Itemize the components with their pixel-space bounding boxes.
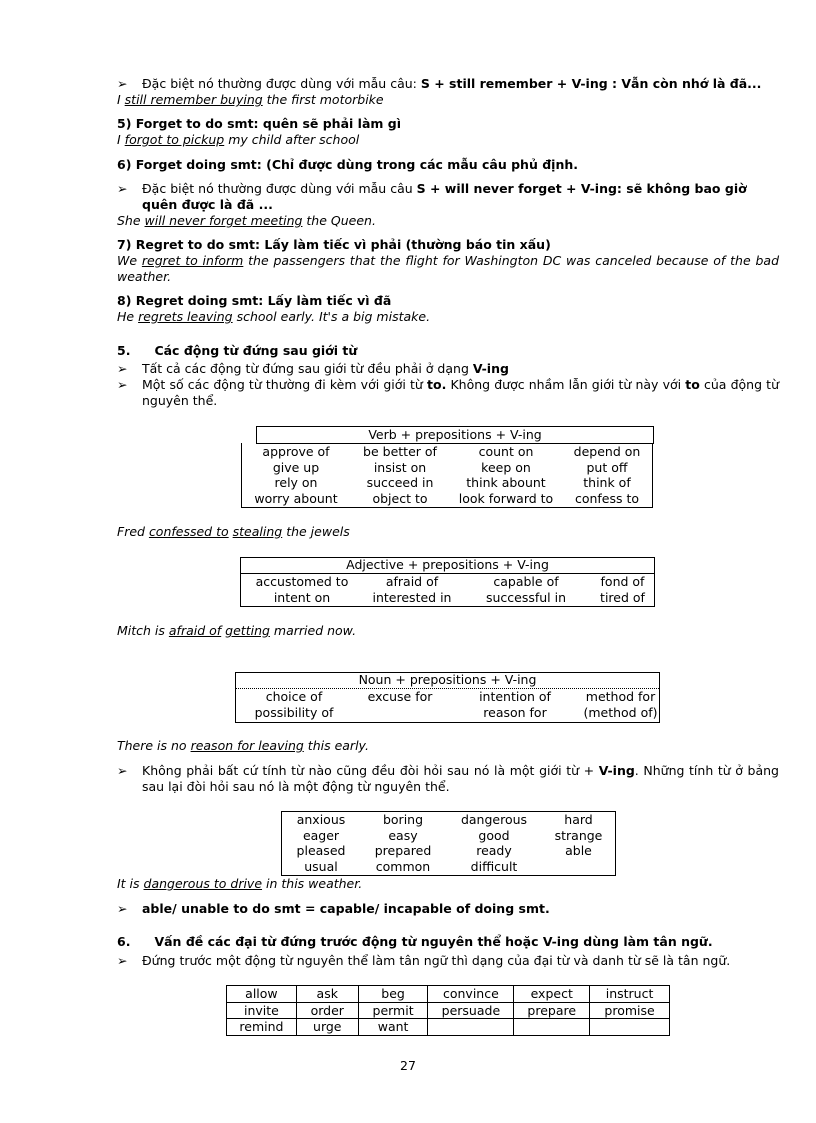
section-6-heading: 6. Vấn đề các đại từ đứng trước động từ nguyên thể hoặc V-ing dùng làm tân ngữ. — [117, 934, 713, 949]
arrow-bullet-icon: ➢ — [117, 901, 128, 916]
arrow-bullet-icon: ➢ — [117, 181, 128, 196]
adj-table-title: Adjective + prepositions + V-ing — [241, 557, 654, 574]
table-row: worry abount object to look forward to confess to — [254, 490, 640, 506]
example-it-is: It is dangerous to drive in this weather. — [117, 876, 363, 891]
verb-prep-table — [242, 444, 652, 506]
table-row: choice of excuse for intention of method for — [265, 689, 656, 704]
arrow-bullet-icon: ➢ — [117, 361, 128, 376]
noun-table-title: Noun + prepositions + V-ing — [236, 672, 659, 689]
adj-prep-table — [241, 574, 654, 605]
heading-forget-to-do: 5) Forget to do smt: quên sẽ phải làm gì — [117, 116, 401, 131]
arrow-bullet-icon: ➢ — [117, 763, 128, 778]
example-still-remember: I still remember buying the first motorbike — [117, 92, 384, 107]
arrow-bullet-icon: ➢ — [117, 76, 128, 91]
section-5-heading: 5. Các động từ đứng sau giới từ — [117, 343, 358, 358]
example-forget-doing: She will never forget meeting the Queen. — [117, 213, 376, 228]
page-number: 27 — [400, 1058, 416, 1073]
table-row: possibility of reason for (method of) — [254, 704, 658, 720]
table-row: usual common difficult — [304, 858, 518, 874]
document-page: ➢ Đặc biệt nó thường được dùng với mẫu câu: S + still remember + V-ing : Vẫn còn nhớ là đã... I still remember buying the first motorbike 5) Forget to do smt: quên sẽ phải làm gì I forgot to pickup my child after school 6) Forget doing smt: (Chỉ được dùng trong các mẫu câu phủ định. ➢ Đặc biệt nó thường được dùng với mẫu câu S + will never forget + V-ing: sẽ không bao giờ quên được là đã ... She will never forget meeting the Queen. 7) Regret to do smt: Lấy làm tiếc vì phải (thường báo tin xấu) We regret to inform the passengers that the flight for Washington DC was canceled because of the bad weather. 8) Regret doing smt: Lấy làm tiếc vì đã He regrets leaving school early. It's a big mistake. 5. Các động từ đứng sau giới từ ➢ Tất cả các động từ đứng sau giới từ đều phải ở dạng V-ing ➢ Một số các động từ thường đi kèm với giới từ to. Không được nhầm lẫn giới từ này với to của động từ nguyên thể. Verb + prepositions + V-ing approve of be better of count on depend on give up insist on keep on put off rely on succeed in think abount think of worry abount object to look forward to confess to Fred confessed to stealing the jewels Adjective + prepositions + V-ing accustomed to afraid of capable of fond of intent on interested in successful in tired of Mitch is afraid of getting married now. Noun + prepositions + V-ing choice of excuse for intention of method for possibility of reason for (method of) There is no reason for leaving this early. ➢ Không phải bất cứ tính từ nào cũng đều đòi hỏi sau nó là một giới từ + V-ing. Những tính từ ở bảng sau lại đòi hỏi sau nó là một động từ nguyên thể. anxious boring dangerous hard eager easy good strange pleased prepared ready able usual common difficult It is dangerous to drive in this weather. ➢ able/ unable to do smt = capable/ incapable of doing smt. 6. Vấn đề các đại từ đứng trước động từ nguyên thể hoặc V-ing dùng làm tân ngữ. ➢ Đứng trước một động từ nguyên thể làm tân ngữ thì dạng của đại từ và danh từ sẽ là tân ngữ. allow ask beg convince expect instruct invite order permit persuade prepare promise remind urge want 27 — [0, 0, 816, 1123]
table-row: accustomed to afraid of capable of fond of — [255, 574, 645, 589]
table-row: intent on interested in successful in tired of — [273, 589, 645, 605]
example-forget-to: I forgot to pickup my child after school — [117, 132, 360, 147]
heading-regret-to-do: 7) Regret to do smt: Lấy làm tiếc vì phải (thường báo tin xấu) — [117, 237, 551, 252]
arrow-bullet-icon: ➢ — [117, 953, 128, 968]
verb-table-title: Verb + prepositions + V-ing — [256, 426, 654, 444]
table-row: remind urge want — [227, 1019, 670, 1036]
table-row: allow ask beg convince expect instruct — [227, 986, 670, 1003]
table-row: anxious boring dangerous hard — [296, 812, 593, 827]
example-mitch: Mitch is afraid of getting married now. — [117, 623, 357, 638]
noun-prep-table — [236, 689, 659, 720]
table-row: invite order permit persuade prepare promise — [227, 1002, 670, 1019]
table-row: approve of be better of count on depend on — [262, 444, 641, 459]
heading-forget-doing: 6) Forget doing smt: (Chỉ được dùng trong các mẫu câu phủ định. — [117, 157, 578, 172]
table-row: rely on succeed in think abount think of — [274, 475, 631, 490]
arrow-bullet-icon: ➢ — [117, 377, 128, 392]
example-fred: Fred confessed to stealing the jewels — [117, 524, 350, 539]
verb-object-table — [226, 985, 670, 1036]
table-row: eager easy good strange — [302, 827, 603, 843]
table-row: pleased prepared ready able — [296, 843, 592, 858]
table-row: give up insist on keep on put off — [272, 459, 628, 475]
example-regret-to: We regret to inform the passengers that the flight for Washington DC was canceled because of the bad weather. — [117, 253, 780, 284]
example-regret-doing: He regrets leaving school early. It's a big mistake. — [117, 309, 431, 324]
example-there-is-no: There is no reason for leaving this early. — [117, 738, 369, 753]
adj-infinitive-table — [282, 812, 615, 874]
heading-regret-doing: 8) Regret doing smt: Lấy làm tiếc vì đã — [117, 293, 392, 308]
